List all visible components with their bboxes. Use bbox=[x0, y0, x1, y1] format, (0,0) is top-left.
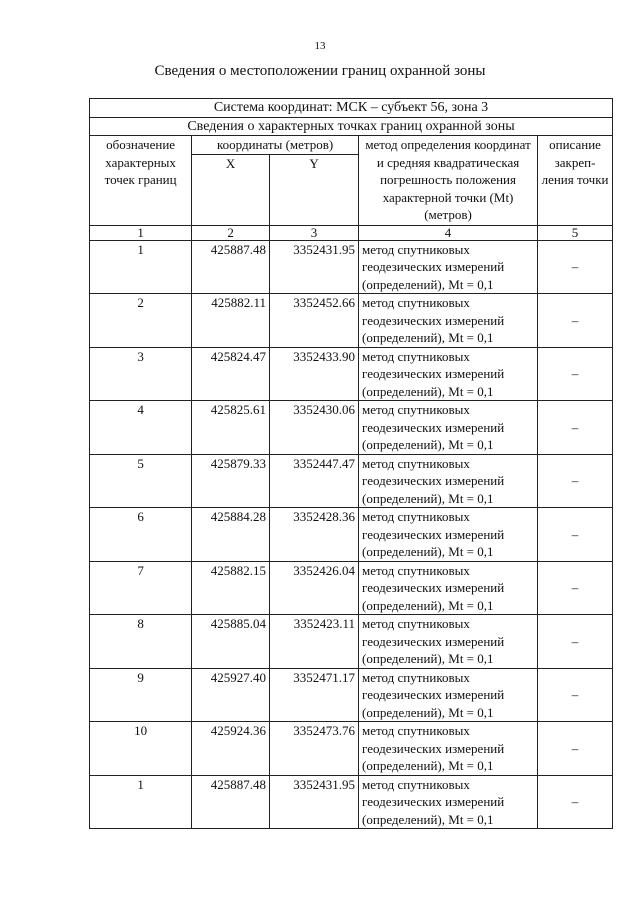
description-cell: – bbox=[538, 668, 613, 722]
column-number: 3 bbox=[270, 225, 359, 240]
method-cell: метод спутниковых геодезических измерений (определений), Mt = 0,1 bbox=[359, 722, 538, 776]
point-number-cell: 9 bbox=[90, 668, 192, 722]
section-title-banner: Сведения о характерных точках границ охранной зоны bbox=[90, 117, 613, 136]
x-coordinate-cell: 425882.11 bbox=[192, 294, 270, 348]
y-coordinate-cell: 3352431.95 bbox=[270, 240, 359, 294]
y-coordinate-cell: 3352473.76 bbox=[270, 722, 359, 776]
x-coordinate-cell: 425887.48 bbox=[192, 240, 270, 294]
table-row bbox=[90, 668, 613, 722]
description-cell: – bbox=[538, 454, 613, 508]
point-number-cell: 3 bbox=[90, 347, 192, 401]
column-number: 1 bbox=[90, 225, 192, 240]
point-number-cell: 1 bbox=[90, 775, 192, 829]
header-description: описание закреп-ления точки bbox=[538, 136, 613, 226]
table-row bbox=[90, 401, 613, 455]
header-x: X bbox=[192, 154, 270, 225]
boundary-points-table bbox=[89, 98, 613, 829]
x-coordinate-cell: 425927.40 bbox=[192, 668, 270, 722]
point-number-cell: 2 bbox=[90, 294, 192, 348]
y-coordinate-cell: 3352447.47 bbox=[270, 454, 359, 508]
column-number: 4 bbox=[359, 225, 538, 240]
point-number-cell: 5 bbox=[90, 454, 192, 508]
table-row bbox=[90, 561, 613, 615]
y-coordinate-cell: 3352428.36 bbox=[270, 508, 359, 562]
x-coordinate-cell: 425882.15 bbox=[192, 561, 270, 615]
method-cell: метод спутниковых геодезических измерений (определений), Mt = 0,1 bbox=[359, 775, 538, 829]
description-cell: – bbox=[538, 240, 613, 294]
table-row bbox=[90, 775, 613, 829]
description-cell: – bbox=[538, 347, 613, 401]
x-coordinate-cell: 425879.33 bbox=[192, 454, 270, 508]
x-coordinate-cell: 425825.61 bbox=[192, 401, 270, 455]
point-number-cell: 10 bbox=[90, 722, 192, 776]
column-number: 2 bbox=[192, 225, 270, 240]
page-number: 13 bbox=[314, 40, 326, 52]
y-coordinate-cell: 3352433.90 bbox=[270, 347, 359, 401]
table-row bbox=[90, 722, 613, 776]
method-cell: метод спутниковых геодезических измерений (определений), Mt = 0,1 bbox=[359, 347, 538, 401]
point-number-cell: 1 bbox=[90, 240, 192, 294]
column-number-row bbox=[90, 225, 613, 240]
method-cell: метод спутниковых геодезических измерений (определений), Mt = 0,1 bbox=[359, 561, 538, 615]
table-row bbox=[90, 508, 613, 562]
header-method: метод определения координат и средняя квадратическая погрешность положения характерной точки (Mt) (метров) bbox=[359, 136, 538, 226]
description-cell: – bbox=[538, 775, 613, 829]
column-number: 5 bbox=[538, 225, 613, 240]
description-cell: – bbox=[538, 722, 613, 776]
y-coordinate-cell: 3352471.17 bbox=[270, 668, 359, 722]
description-cell: – bbox=[538, 615, 613, 669]
method-cell: метод спутниковых геодезических измерений (определений), Mt = 0,1 bbox=[359, 508, 538, 562]
header-coordinates: координаты (метров) bbox=[192, 136, 359, 155]
header-point-designation: обозначение характерных точек границ bbox=[90, 136, 192, 226]
method-cell: метод спутниковых геодезических измерений (определений), Mt = 0,1 bbox=[359, 294, 538, 348]
method-cell: метод спутниковых геодезических измерений (определений), Mt = 0,1 bbox=[359, 401, 538, 455]
point-number-cell: 4 bbox=[90, 401, 192, 455]
method-cell: метод спутниковых геодезических измерений (определений), Mt = 0,1 bbox=[359, 240, 538, 294]
x-coordinate-cell: 425924.36 bbox=[192, 722, 270, 776]
description-cell: – bbox=[538, 508, 613, 562]
point-number-cell: 8 bbox=[90, 615, 192, 669]
y-coordinate-cell: 3352452.66 bbox=[270, 294, 359, 348]
y-coordinate-cell: 3352430.06 bbox=[270, 401, 359, 455]
y-coordinate-cell: 3352426.04 bbox=[270, 561, 359, 615]
coordinate-system-banner: Система координат: МСК – субъект 56, зона 3 bbox=[90, 99, 613, 118]
header-y: Y bbox=[270, 154, 359, 225]
table-row bbox=[90, 294, 613, 348]
table-row bbox=[90, 240, 613, 294]
point-number-cell: 7 bbox=[90, 561, 192, 615]
description-cell: – bbox=[538, 561, 613, 615]
x-coordinate-cell: 425824.47 bbox=[192, 347, 270, 401]
point-number-cell: 6 bbox=[90, 508, 192, 562]
document-title: Сведения о местоположении границ охранной зоны bbox=[154, 63, 486, 79]
x-coordinate-cell: 425887.48 bbox=[192, 775, 270, 829]
method-cell: метод спутниковых геодезических измерений (определений), Mt = 0,1 bbox=[359, 668, 538, 722]
x-coordinate-cell: 425884.28 bbox=[192, 508, 270, 562]
x-coordinate-cell: 425885.04 bbox=[192, 615, 270, 669]
y-coordinate-cell: 3352431.95 bbox=[270, 775, 359, 829]
y-coordinate-cell: 3352423.11 bbox=[270, 615, 359, 669]
table-row bbox=[90, 615, 613, 669]
description-cell: – bbox=[538, 401, 613, 455]
method-cell: метод спутниковых геодезических измерений (определений), Mt = 0,1 bbox=[359, 454, 538, 508]
method-cell: метод спутниковых геодезических измерений (определений), Mt = 0,1 bbox=[359, 615, 538, 669]
description-cell: – bbox=[538, 294, 613, 348]
table-row bbox=[90, 454, 613, 508]
table-row bbox=[90, 347, 613, 401]
